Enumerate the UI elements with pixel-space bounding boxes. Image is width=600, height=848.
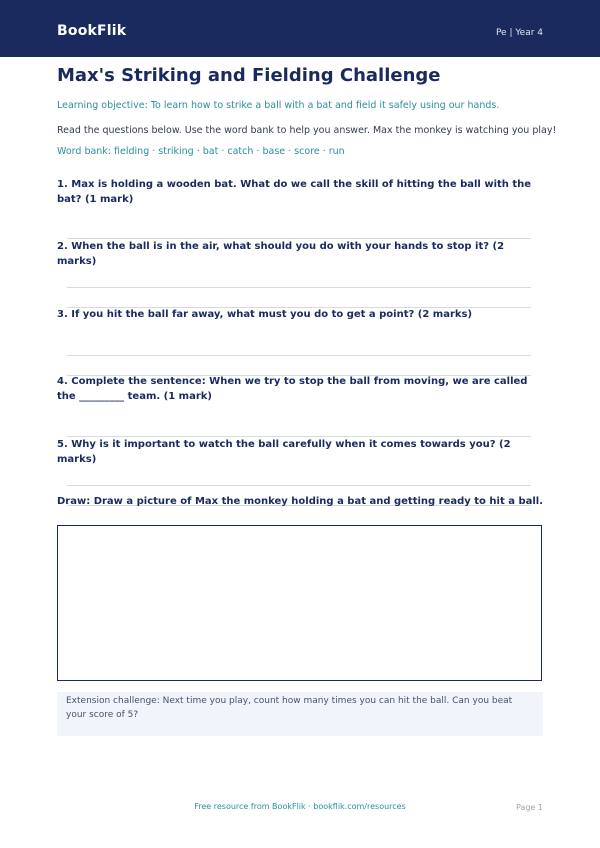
question-5: 5. Why is it important to watch the ball carefully when it comes towards you? (2 marks)	[57, 439, 511, 465]
learning-objective: Learning objective: To learn how to strike a ball with a bat and field it safely using our hands.	[57, 100, 500, 111]
answer-line	[67, 287, 531, 288]
brand-logo: BookFlik	[57, 23, 127, 39]
draw-prompt: Draw: Draw a picture of Max the monkey holding a bat and getting ready to hit a ball.	[57, 496, 544, 507]
extension-challenge: Extension challenge: Next time you play, count how many times you can hit the ball. Can you beat your score of 5?	[57, 692, 543, 736]
question-3: 3. If you hit the ball far away, what must you do to get a point? (2 marks)	[57, 309, 473, 320]
question-4: 4. Complete the sentence: When we try to stop the ball from moving, we are called the _________ team. (1 mark)	[57, 376, 528, 402]
subject-year-label: Pe | Year 4	[495, 28, 543, 38]
answer-line	[67, 485, 531, 486]
page-header	[0, 0, 600, 57]
word-bank: Word bank: fielding · striking · bat · catch · base · score · run	[57, 146, 345, 157]
question-1: 1. Max is holding a wooden bat. What do we call the skill of hitting the ball with the bat? (1 mark)	[57, 179, 532, 205]
question-2: 2. When the ball is in the air, what should you do with your hands to stop it? (2 marks)	[57, 241, 505, 267]
page-number: Page 1	[516, 803, 543, 812]
drawing-area[interactable]	[57, 525, 542, 681]
worksheet-title: Max's Striking and Fielding Challenge	[57, 65, 441, 86]
instructions-text: Read the questions below. Use the word bank to help you answer. Max the monkey is watching you play!	[57, 125, 557, 136]
footer-link: Free resource from BookFlik · bookflik.com/resources	[194, 802, 406, 811]
answer-line	[67, 355, 531, 356]
